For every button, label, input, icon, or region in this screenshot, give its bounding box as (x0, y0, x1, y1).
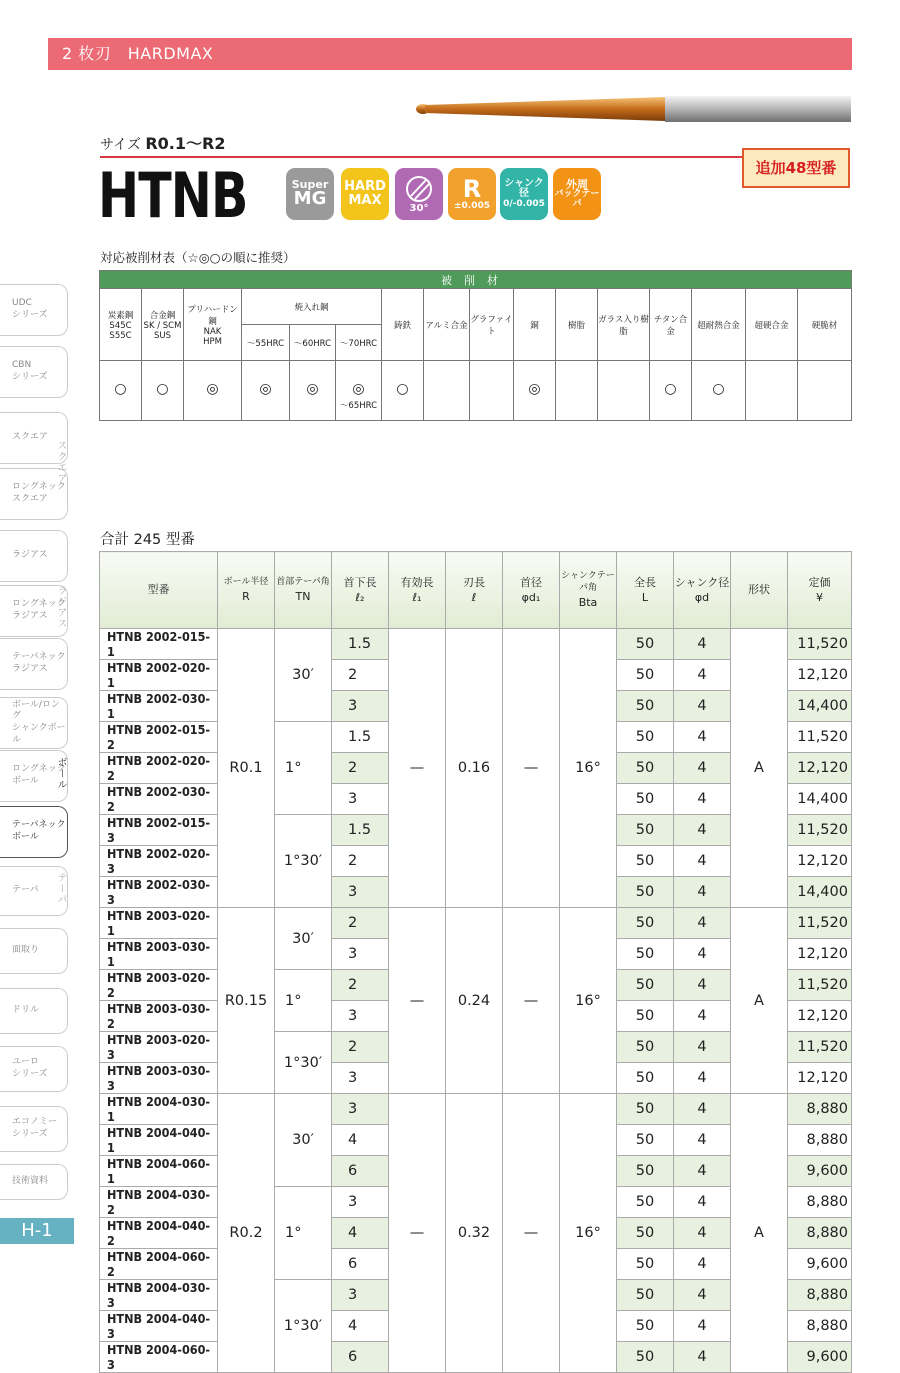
material-value-1 (142, 361, 184, 421)
list-price: 9,600 (788, 1249, 852, 1280)
model-number: HTNB 2003-020-2 (100, 970, 218, 1001)
shape: A (731, 1094, 788, 1373)
shank-diameter: 4 (674, 629, 731, 660)
neck-length: 6 (332, 1342, 389, 1373)
sidebar-item-label: ロングネック スクエア (12, 482, 66, 504)
effective-length: — (389, 908, 446, 1094)
sidebar-section-tag: ラジアス (55, 585, 66, 629)
neck-taper-angle: 30′ (275, 908, 332, 970)
spec-header-7 (560, 552, 617, 629)
neck-length: 1.5 (332, 815, 389, 846)
overall-length: 50 (617, 629, 674, 660)
overall-length: 50 (617, 784, 674, 815)
neck-length: 6 (332, 1249, 389, 1280)
spec-header-5 (446, 552, 503, 629)
overall-length: 50 (617, 1311, 674, 1342)
table-row (100, 908, 852, 939)
sidebar-item-11[interactable] (0, 928, 68, 974)
model-number: HTNB 2004-030-3 (100, 1280, 218, 1311)
material-col-3: 焼入れ鋼 (242, 289, 382, 325)
neck-diameter: — (503, 629, 560, 908)
list-price: 11,520 (788, 908, 852, 939)
model-number: HTNB 2004-040-1 (100, 1125, 218, 1156)
material-col-11: 超耐熱合金 (692, 289, 746, 361)
total-models: 合計 245 型番 (100, 532, 195, 548)
neck-length: 3 (332, 1280, 389, 1311)
overall-length: 50 (617, 1156, 674, 1187)
neck-length: 2 (332, 846, 389, 877)
overall-length: 50 (617, 1063, 674, 1094)
super-mg-icon: Super MG (286, 168, 334, 220)
material-value-9 (514, 361, 556, 421)
list-price: 12,120 (788, 660, 852, 691)
overall-length: 50 (617, 1280, 674, 1311)
shank-diameter: 4 (674, 939, 731, 970)
sidebar-item-12[interactable] (0, 988, 68, 1034)
neck-taper-angle: 1° (275, 970, 332, 1032)
material-value-5 (336, 361, 382, 421)
material-mark: ◎ (259, 381, 272, 397)
header-symbol: Bta (578, 595, 598, 609)
spec-header-9 (674, 552, 731, 629)
model-number: HTNB 2003-020-1 (100, 908, 218, 939)
overall-length: 50 (617, 1342, 674, 1373)
effective-length: — (389, 629, 446, 908)
model-number: HTNB 2003-020-3 (100, 1032, 218, 1063)
neck-length: 3 (332, 939, 389, 970)
header-symbol: φd₁ (521, 591, 541, 604)
header-label: 形状 (748, 583, 770, 597)
header-symbol: R (242, 589, 250, 603)
neck-length: 1.5 (332, 629, 389, 660)
list-price: 11,520 (788, 629, 852, 660)
material-col-7: 銅 (514, 289, 556, 361)
overall-length: 50 (617, 1094, 674, 1125)
shank-taper-angle: 16° (560, 908, 617, 1094)
neck-taper-angle: 1°30′ (275, 815, 332, 908)
shank-diameter: 4 (674, 877, 731, 908)
neck-taper-angle: 30′ (275, 629, 332, 722)
model-number: HTNB 2002-020-1 (100, 660, 218, 691)
header-symbol: ℓ (471, 591, 477, 604)
effective-length: — (389, 1094, 446, 1373)
shank-diameter: 4 (674, 1342, 731, 1373)
material-col-1: 合金鋼 SK / SCM SUS (142, 289, 184, 361)
radius-tolerance-icon: R ±0.005 (448, 168, 496, 220)
sidebar-item-label: ロングネック ボール (12, 764, 66, 786)
header-label: 全長 (634, 575, 656, 589)
material-value-3 (242, 361, 290, 421)
shank-diameter: 4 (674, 908, 731, 939)
sidebar-item-label: テーパネック ボール (12, 820, 66, 842)
model-number: HTNB 2004-030-1 (100, 1094, 218, 1125)
header-symbol: ℓ₂ (355, 591, 365, 604)
list-price: 8,880 (788, 1125, 852, 1156)
product-name: HTNB (98, 159, 248, 232)
neck-taper-angle: 1°30′ (275, 1280, 332, 1373)
material-value-10 (556, 361, 598, 421)
model-number: HTNB 2004-060-3 (100, 1342, 218, 1373)
header-label: シャンクテーパ角 (561, 570, 615, 594)
material-value-14 (746, 361, 798, 421)
material-mark: ◎ (306, 381, 319, 397)
overall-length: 50 (617, 753, 674, 784)
shank-diameter: 4 (674, 1280, 731, 1311)
materials-table (99, 270, 852, 421)
sidebar-item-label: ドリル (12, 1005, 40, 1016)
model-number: HTNB 2003-030-2 (100, 1001, 218, 1032)
sidebar-item-1[interactable] (0, 346, 68, 398)
header-label: 定価 (808, 575, 831, 589)
shank-diameter: 4 (674, 753, 731, 784)
list-price: 12,120 (788, 753, 852, 784)
material-value-15 (798, 361, 852, 421)
header-symbol: TN (295, 589, 311, 603)
model-number: HTNB 2004-040-3 (100, 1311, 218, 1342)
material-mark: ◎ (528, 381, 541, 397)
sidebar-item-label: ラジアス (12, 550, 48, 561)
material-col-0: 炭素鋼 S45C S55C (100, 289, 142, 361)
spec-header-8 (617, 552, 674, 629)
shank-diameter: 4 (674, 1125, 731, 1156)
shank-diameter: 4 (674, 1063, 731, 1094)
sidebar-item-label: CBN シリーズ (12, 360, 48, 382)
shank-diameter: 4 (674, 846, 731, 877)
header-label: 首下長 (343, 575, 377, 589)
material-mark: ○ (114, 381, 127, 397)
sidebar-item-label: スクエア (12, 432, 48, 443)
material-col-8: 樹脂 (556, 289, 598, 361)
neck-length: 3 (332, 784, 389, 815)
neck-length: 3 (332, 1187, 389, 1218)
shank-tolerance-icon: シャンク径 0/-0.005 (500, 168, 548, 220)
overall-length: 50 (617, 1218, 674, 1249)
spec-header-0 (100, 552, 218, 629)
model-number: HTNB 2002-015-3 (100, 815, 218, 846)
list-price: 12,120 (788, 1063, 852, 1094)
shank-diameter: 4 (674, 1311, 731, 1342)
material-mark: ○ (712, 381, 725, 397)
shape: A (731, 629, 788, 908)
neck-length: 4 (332, 1125, 389, 1156)
model-number: HTNB 2002-020-2 (100, 753, 218, 784)
neck-taper-angle: 1°30′ (275, 1032, 332, 1094)
list-price: 8,880 (788, 1280, 852, 1311)
material-value-2 (184, 361, 242, 421)
material-mark: ○ (156, 381, 169, 397)
list-price: 11,520 (788, 815, 852, 846)
list-price: 14,400 (788, 691, 852, 722)
sidebar-item-15[interactable] (0, 1164, 68, 1200)
list-price: 11,520 (788, 970, 852, 1001)
header-label: 型番 (147, 583, 170, 597)
material-col-13: 硬脆材 (798, 289, 852, 361)
model-number: HTNB 2002-015-2 (100, 722, 218, 753)
shank-diameter: 4 (674, 660, 731, 691)
neck-length: 3 (332, 1001, 389, 1032)
tool-illustration (415, 94, 851, 124)
shank-taper-angle: 16° (560, 1094, 617, 1373)
blade-length: 0.24 (446, 908, 503, 1094)
shank-taper-angle: 16° (560, 629, 617, 908)
spec-header-10 (731, 552, 788, 629)
model-number: HTNB 2002-020-3 (100, 846, 218, 877)
neck-taper-angle: 1° (275, 722, 332, 815)
neck-taper-angle: 30′ (275, 1094, 332, 1187)
blade-length: 0.16 (446, 629, 503, 908)
list-price: 12,120 (788, 939, 852, 970)
neck-diameter: — (503, 908, 560, 1094)
sidebar-section-tag: テーパ (55, 872, 66, 905)
spec-header-4 (389, 552, 446, 629)
material-mark: ◎ (206, 381, 219, 397)
overall-length: 50 (617, 691, 674, 722)
sidebar-item-4[interactable] (0, 530, 68, 582)
spec-header-11 (788, 552, 852, 629)
material-value-6 (382, 361, 424, 421)
list-price: 12,120 (788, 1001, 852, 1032)
hardened-col-2: ～70HRC (336, 325, 382, 361)
ball-radius: R0.15 (218, 908, 275, 1094)
sidebar-item-13[interactable] (0, 1046, 68, 1092)
list-price: 8,880 (788, 1218, 852, 1249)
spec-header-1 (218, 552, 275, 629)
list-price: 8,880 (788, 1094, 852, 1125)
sidebar-item-label: テーパネック ラジアス (12, 652, 66, 674)
list-price: 11,520 (788, 722, 852, 753)
shank-diameter: 4 (674, 970, 731, 1001)
shank-diameter: 4 (674, 1218, 731, 1249)
hardness-note: ～65HRC (339, 401, 378, 411)
shank-diameter: 4 (674, 691, 731, 722)
spec-header-3 (332, 552, 389, 629)
header-symbol: ¥ (816, 591, 823, 604)
header-symbol: φd (694, 591, 710, 604)
blade-length: 0.32 (446, 1094, 503, 1373)
material-col-6: グラファイト (470, 289, 514, 361)
spec-header-2 (275, 552, 332, 629)
overall-length: 50 (617, 908, 674, 939)
table-row (100, 629, 852, 660)
shank-diameter: 4 (674, 1156, 731, 1187)
header-label: 刃長 (463, 575, 485, 589)
shank-diameter: 4 (674, 1094, 731, 1125)
shank-diameter: 4 (674, 722, 731, 753)
model-number: HTNB 2004-040-2 (100, 1218, 218, 1249)
model-number: HTNB 2002-030-3 (100, 877, 218, 908)
overall-length: 50 (617, 939, 674, 970)
sidebar-item-label: ユーロ シリーズ (12, 1057, 48, 1079)
list-price: 8,880 (788, 1187, 852, 1218)
neck-length: 4 (332, 1218, 389, 1249)
sidebar-item-9[interactable] (0, 806, 68, 858)
header-label: シャンク径 (674, 575, 730, 589)
material-value-4 (290, 361, 336, 421)
overall-length: 50 (617, 1187, 674, 1218)
model-number: HTNB 2004-060-2 (100, 1249, 218, 1280)
page-number: H-1 (0, 1218, 74, 1244)
sidebar-item-label: UDC シリーズ (12, 298, 48, 320)
model-number: HTNB 2002-015-1 (100, 629, 218, 660)
list-price: 14,400 (788, 784, 852, 815)
overall-length: 50 (617, 660, 674, 691)
sidebar-item-label: 面取り (12, 945, 40, 956)
material-col-10: チタン合金 (650, 289, 692, 361)
material-col-4: 鋳鉄 (382, 289, 424, 361)
shank-diameter: 4 (674, 1249, 731, 1280)
sidebar-item-label: ロングネック ラジアス (12, 599, 66, 621)
added-models-badge: 追加48型番 (742, 148, 850, 188)
material-value-8 (470, 361, 514, 421)
material-col-2: プリハードン鋼 NAK HPM (184, 289, 242, 361)
material-mark: ◎ (352, 381, 365, 397)
title-divider (100, 156, 850, 158)
sidebar-item-label: テーパ (12, 885, 39, 896)
neck-length: 2 (332, 753, 389, 784)
sidebar-section-tag: ボール (55, 757, 66, 790)
series-title-bar: 2 枚刃 HARDMAX (48, 38, 852, 70)
sidebar-item-7[interactable] (0, 697, 68, 749)
sidebar-item-6[interactable] (0, 638, 68, 690)
overall-length: 50 (617, 1032, 674, 1063)
model-number: HTNB 2002-030-2 (100, 784, 218, 815)
hardened-col-0: ～55HRC (242, 325, 290, 361)
back-taper-icon: 外周 バックテーパ (553, 168, 601, 220)
neck-length: 6 (332, 1156, 389, 1187)
model-number: HTNB 2003-030-3 (100, 1063, 218, 1094)
sidebar-item-0[interactable] (0, 284, 68, 336)
neck-length: 1.5 (332, 722, 389, 753)
hardened-col-1: ～60HRC (290, 325, 336, 361)
neck-diameter: — (503, 1094, 560, 1373)
model-number: HTNB 2004-060-1 (100, 1156, 218, 1187)
shank-diameter: 4 (674, 1032, 731, 1063)
hardmax-icon: HARD MAX (341, 168, 389, 220)
neck-length: 2 (332, 1032, 389, 1063)
material-col-12: 超硬合金 (746, 289, 798, 361)
shank-diameter: 4 (674, 1187, 731, 1218)
shank-diameter: 4 (674, 815, 731, 846)
list-price: 8,880 (788, 1311, 852, 1342)
list-price: 12,120 (788, 846, 852, 877)
material-value-11 (598, 361, 650, 421)
model-number: HTNB 2003-030-1 (100, 939, 218, 970)
model-number: HTNB 2004-030-2 (100, 1187, 218, 1218)
material-col-5: アルミ合金 (424, 289, 470, 361)
header-label: ボール半径 (223, 577, 269, 587)
neck-length: 4 (332, 1311, 389, 1342)
material-value-7 (424, 361, 470, 421)
list-price: 9,600 (788, 1156, 852, 1187)
materials-header: 被削材 (100, 271, 852, 289)
neck-length: 2 (332, 908, 389, 939)
material-mark: ○ (664, 381, 677, 397)
overall-length: 50 (617, 877, 674, 908)
overall-length: 50 (617, 1125, 674, 1156)
shank-diameter: 4 (674, 784, 731, 815)
overall-length: 50 (617, 815, 674, 846)
shape: A (731, 908, 788, 1094)
sidebar-item-label: 技術資料 (12, 1176, 49, 1187)
ball-radius: R0.1 (218, 629, 275, 908)
material-mark: ○ (396, 381, 409, 397)
model-number: HTNB 2002-030-1 (100, 691, 218, 722)
header-label: 有効長 (400, 575, 434, 589)
header-label: 首径 (520, 575, 542, 589)
material-col-9: ガラス入り樹脂 (598, 289, 650, 361)
helix-angle-icon: 30° (395, 168, 443, 220)
material-value-12 (650, 361, 692, 421)
neck-length: 2 (332, 970, 389, 1001)
overall-length: 50 (617, 846, 674, 877)
shank-diameter: 4 (674, 1001, 731, 1032)
spec-header-6 (503, 552, 560, 629)
overall-length: 50 (617, 970, 674, 1001)
list-price: 14,400 (788, 877, 852, 908)
sidebar-item-label: エコノミー シリーズ (12, 1117, 58, 1139)
neck-length: 3 (332, 877, 389, 908)
list-price: 9,600 (788, 1342, 852, 1373)
header-symbol: ℓ₁ (412, 591, 422, 604)
header-label: 首部テーパ角 (276, 577, 330, 587)
overall-length: 50 (617, 1001, 674, 1032)
sidebar-item-label: ボール/ロング シャンクボール (12, 699, 66, 745)
material-value-13 (692, 361, 746, 421)
header-symbol: L (641, 591, 649, 604)
sidebar-section-tag: スクエア (55, 440, 66, 484)
neck-length: 3 (332, 1063, 389, 1094)
size-range: サイズ R0.1～R2 (100, 134, 226, 153)
neck-length: 3 (332, 691, 389, 722)
materials-caption: 対応被削材表（☆◎○の順に推奨） (100, 250, 296, 265)
list-price: 11,520 (788, 1032, 852, 1063)
neck-length: 3 (332, 1094, 389, 1125)
overall-length: 50 (617, 722, 674, 753)
neck-length: 2 (332, 660, 389, 691)
overall-length: 50 (617, 1249, 674, 1280)
spec-table (99, 551, 852, 1373)
table-row (100, 1094, 852, 1125)
material-value-0 (100, 361, 142, 421)
ball-radius: R0.2 (218, 1094, 275, 1373)
neck-taper-angle: 1° (275, 1187, 332, 1280)
sidebar-item-14[interactable] (0, 1106, 68, 1152)
